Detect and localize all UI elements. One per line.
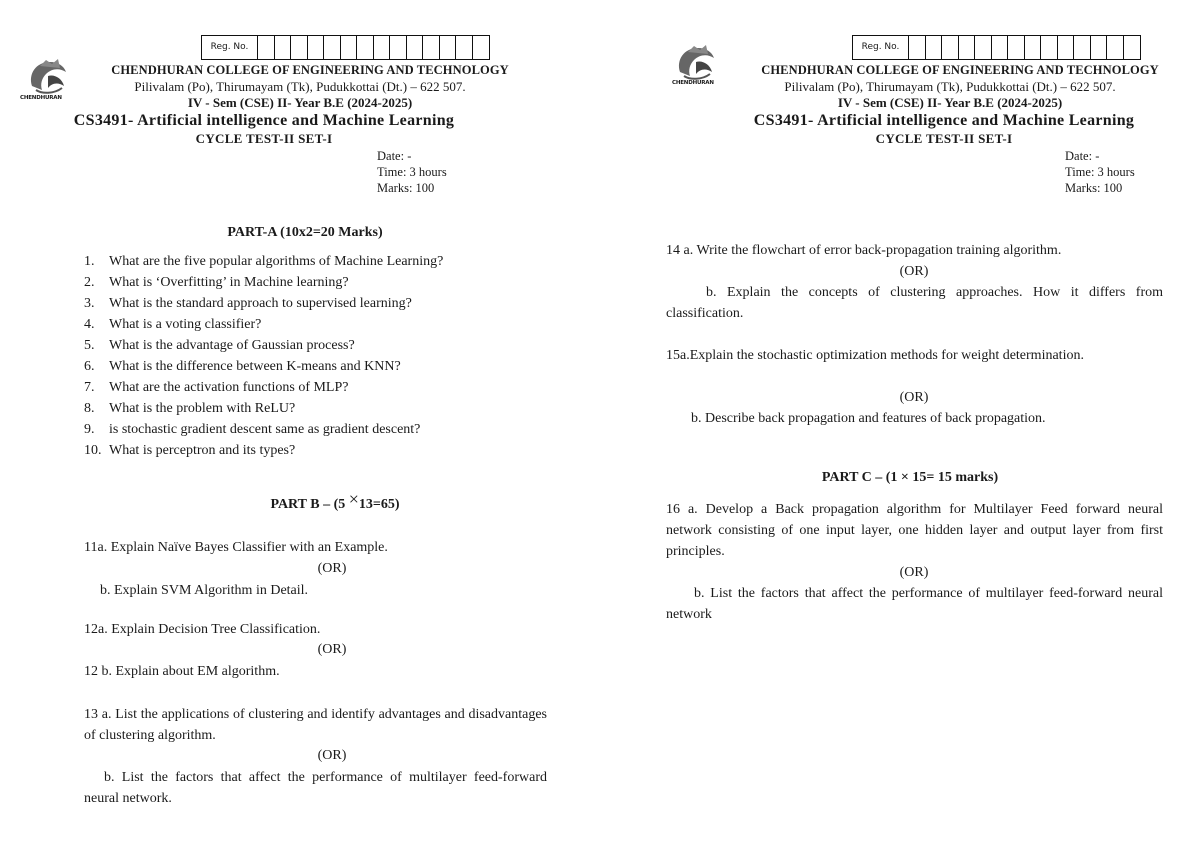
reg-cell bbox=[926, 36, 943, 59]
reg-no-box bbox=[852, 35, 1141, 60]
q16b: b. List the factors that affect the performance of multilayer feed-forward neural network bbox=[666, 586, 1163, 622]
q14b: b. Explain the concepts of clustering approaches. How it differs from classification. bbox=[666, 285, 1163, 321]
or-separator: (OR) bbox=[899, 264, 929, 279]
exam-marks: Marks: 100 bbox=[1065, 181, 1123, 195]
q15a: 15a.Explain the stochastic optimization methods for weight determination. bbox=[666, 348, 1084, 363]
exam-meta bbox=[1065, 148, 1135, 196]
exam-marks: Marks: 100 bbox=[377, 181, 435, 195]
reg-no-box bbox=[201, 35, 490, 60]
question-item: 3. What is the standard approach to supervised learning? bbox=[84, 296, 412, 311]
reg-cell bbox=[959, 36, 976, 59]
reg-no-label: Reg. No. bbox=[202, 36, 258, 59]
reg-cell bbox=[390, 36, 407, 59]
reg-cell bbox=[291, 36, 308, 59]
multiply-symbol: × bbox=[348, 489, 359, 509]
q16a: 16 a. Develop a Back propagation algorithm for Multilayer Feed forward neural network consisting of one input layer, one hidden layer and output layer from first principles. bbox=[666, 502, 1163, 559]
reg-cell bbox=[308, 36, 325, 59]
right-page bbox=[640, 0, 1200, 849]
q14a: 14 a. Write the flowchart of error back-propagation training algorithm. bbox=[666, 243, 1062, 258]
reg-cell bbox=[1074, 36, 1091, 59]
reg-cell bbox=[423, 36, 440, 59]
exam-time: Time: 3 hours bbox=[377, 165, 447, 179]
logo-text: CHENDHURAN bbox=[672, 80, 714, 86]
or-separator: (OR) bbox=[899, 390, 929, 405]
reg-cell bbox=[942, 36, 959, 59]
test-title: CYCLE TEST-II SET-I bbox=[875, 131, 1013, 146]
reg-cell bbox=[1124, 36, 1141, 59]
question-item: 5. What is the advantage of Gaussian process? bbox=[84, 338, 355, 353]
exam-date: Date: - bbox=[377, 149, 412, 163]
college-address: Pilivalam (Po), Thirumayam (Tk), Pudukkottai (Dt.) – 622 507. bbox=[134, 79, 466, 94]
reg-cell bbox=[341, 36, 358, 59]
reg-cell bbox=[275, 36, 292, 59]
exam-time: Time: 3 hours bbox=[1065, 165, 1135, 179]
college-name: CHENDHURAN COLLEGE OF ENGINEERING AND TECHNOLOGY bbox=[761, 63, 1159, 77]
reg-cell bbox=[1091, 36, 1108, 59]
q12a: 12a. Explain Decision Tree Classification. bbox=[84, 622, 321, 637]
q12b: 12 b. Explain about EM algorithm. bbox=[84, 664, 280, 679]
reg-cell bbox=[992, 36, 1009, 59]
semester-line: IV - Sem (CSE) II- Year B.E (2024-2025) bbox=[837, 95, 1063, 110]
q13b: b. List the factors that affect the performance of multilayer feed-forward neural network. bbox=[84, 770, 547, 806]
reg-cell bbox=[324, 36, 341, 59]
question-item: 1. What are the five popular algorithms of Machine Learning? bbox=[84, 254, 444, 269]
reg-cell bbox=[258, 36, 275, 59]
or-separator: (OR) bbox=[317, 642, 347, 657]
course-title: CS3491- Artificial intelligence and Machine Learning bbox=[753, 112, 1135, 129]
question-item: 2. What is ‘Overfitting’ in Machine learning? bbox=[84, 275, 349, 290]
college-address: Pilivalam (Po), Thirumayam (Tk), Pudukkottai (Dt.) – 622 507. bbox=[784, 79, 1116, 94]
reg-cell bbox=[975, 36, 992, 59]
part-b-title: PART B – (5 ×13=65) bbox=[270, 489, 400, 512]
reg-cell bbox=[407, 36, 424, 59]
left-page bbox=[0, 0, 560, 849]
college-name: CHENDHURAN COLLEGE OF ENGINEERING AND TECHNOLOGY bbox=[111, 63, 509, 77]
course-title: CS3491- Artificial intelligence and Machine Learning bbox=[73, 112, 455, 129]
reg-cell bbox=[909, 36, 926, 59]
question-item: 8. What is the problem with ReLU? bbox=[84, 401, 296, 416]
q11a: 11a. Explain Naïve Bayes Classifier with an Example. bbox=[84, 540, 388, 555]
reg-cell bbox=[374, 36, 391, 59]
test-title: CYCLE TEST-II SET-I bbox=[195, 131, 333, 146]
q13a: 13 a. List the applications of clustering and identify advantages and disadvantages of clustering algorithm. bbox=[84, 707, 547, 743]
question-item: 6. What is the difference between K-means and KNN? bbox=[84, 359, 401, 374]
logo-text: CHENDHURAN bbox=[20, 95, 62, 101]
question-item: 9. is stochastic gradient descent same as gradient descent? bbox=[84, 422, 421, 437]
part-a-questions bbox=[84, 251, 554, 461]
exam-date: Date: - bbox=[1065, 149, 1100, 163]
exam-meta bbox=[377, 148, 447, 196]
reg-cell bbox=[357, 36, 374, 59]
reg-cell bbox=[456, 36, 473, 59]
reg-cell bbox=[473, 36, 490, 59]
q15b: b. Describe back propagation and features of back propagation. bbox=[691, 411, 1046, 426]
reg-cell bbox=[1008, 36, 1025, 59]
reg-cell bbox=[1058, 36, 1075, 59]
or-separator: (OR) bbox=[899, 565, 929, 580]
reg-cell bbox=[1041, 36, 1058, 59]
part-a-title: PART-A (10x2=20 Marks) bbox=[227, 225, 383, 240]
reg-cell bbox=[1107, 36, 1124, 59]
question-item: 10. What is perceptron and its types? bbox=[84, 443, 296, 458]
part-c-title: PART C – (1 × 15= 15 marks) bbox=[821, 470, 999, 485]
or-separator: (OR) bbox=[317, 748, 347, 763]
q11b: b. Explain SVM Algorithm in Detail. bbox=[100, 583, 309, 598]
semester-line: IV - Sem (CSE) II- Year B.E (2024-2025) bbox=[187, 95, 413, 110]
question-item: 7. What are the activation functions of MLP? bbox=[84, 380, 349, 395]
reg-cell bbox=[1025, 36, 1042, 59]
question-item: 4. What is a voting classifier? bbox=[84, 317, 262, 332]
or-separator: (OR) bbox=[317, 561, 347, 576]
reg-cell bbox=[440, 36, 457, 59]
reg-no-label: Reg. No. bbox=[853, 36, 909, 59]
